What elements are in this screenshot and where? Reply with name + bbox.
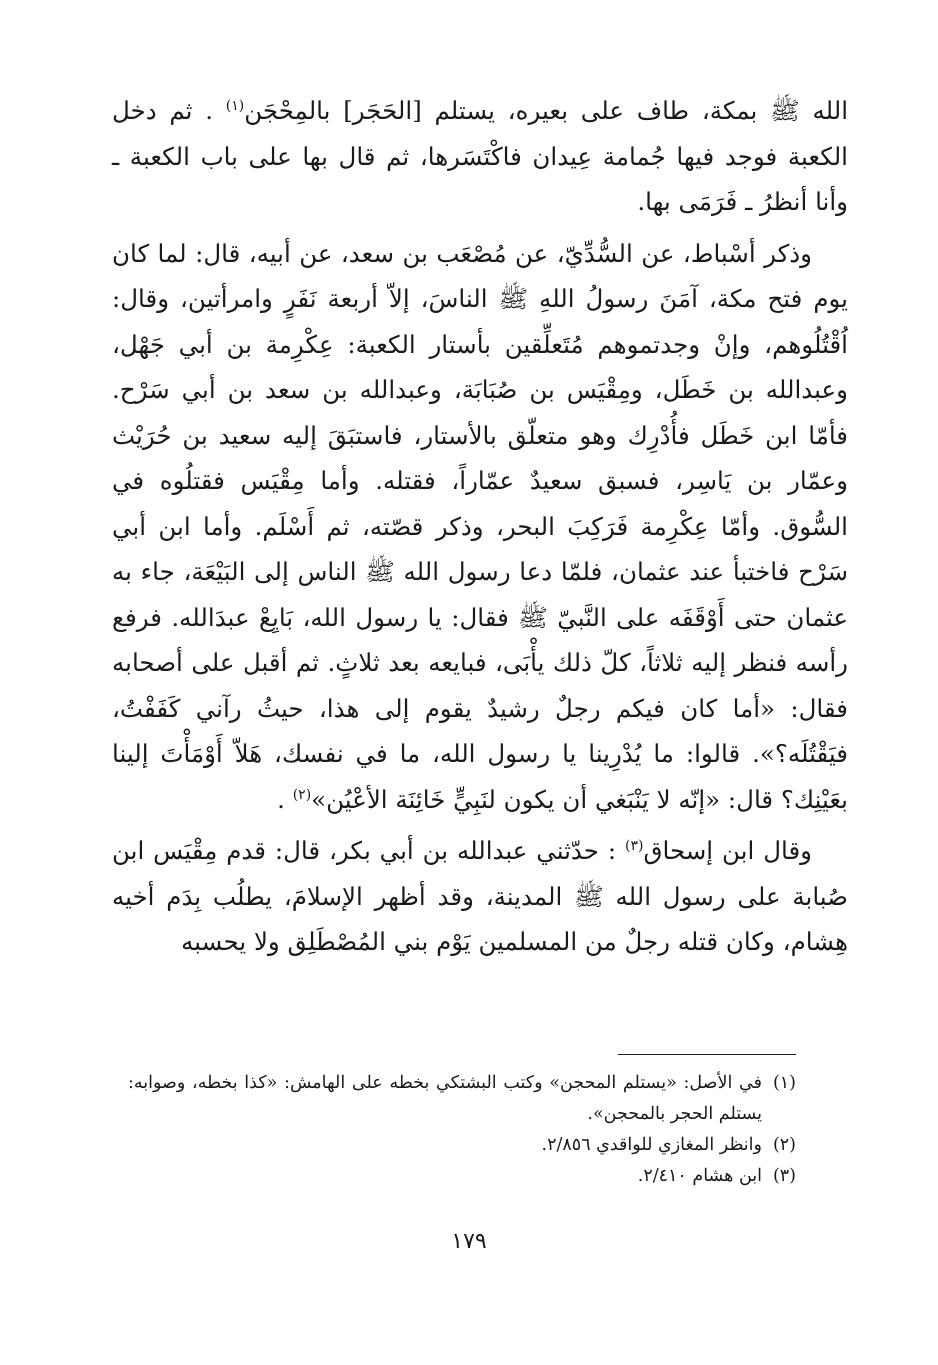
- footnote-3: [128, 1161, 796, 1192]
- paragraph-3-text: : حدّثني عبدالله بن أبي بكر، قال: قدم مِقْيَس ابن صُبابة على رسول الله ﷺ المدينة، وقد أظهر الإسلامَ، يطلُب بِدَم أخيه هِشام، وكان قتله رجلٌ من المسلمين يَوْم بني المُصْطَلِق ولا يحسبه: [112, 836, 848, 956]
- paragraph-3: [112, 828, 848, 965]
- paragraph-3-head: وقال ابن إسحاق: [643, 836, 813, 865]
- footnote-ref-2[interactable]: (٢): [292, 786, 312, 803]
- paragraph-1: [112, 88, 848, 225]
- footnote-number: (١): [772, 1073, 796, 1093]
- footnote-ref-1[interactable]: (١): [225, 97, 245, 114]
- footnote-ref-3[interactable]: (٣): [625, 837, 644, 854]
- footnote-number: (٣): [772, 1166, 796, 1186]
- paragraph-1-text: الله ﷺ بمكة، طاف على بعيره، يستلم [الحَجَر] بالمِحْجَن: [244, 96, 848, 125]
- paragraph-1-tail: . ثم دخل الكعبة فوجد فيها جُمامة عِيدان فاكْتَسَرها، ثم قال بها على باب الكعبة ـ وأنا أنظرُ ـ فَرَمَى بها.: [112, 96, 848, 216]
- footnote-text: في الأصل: «يستلم المحجن» وكتب البشتكي بخطه على الهامش: «كذا بخطه، وصوابه: يستلم الحجر بالمحجن».: [128, 1073, 762, 1124]
- footnote-text: وانظر المغازي للواقدي ٢/٨٥٦.: [541, 1135, 762, 1155]
- page-number: ١٧٩: [451, 1229, 487, 1254]
- paragraph-2: [112, 231, 848, 823]
- footnote-number: (٢): [772, 1135, 796, 1155]
- footnote-1: [128, 1068, 796, 1130]
- footnote-text: ابن هشام ٢/٤١٠.: [637, 1166, 762, 1186]
- paragraph-2-tail: .: [277, 784, 293, 814]
- paragraph-2-text: وذكر أسْباط، عن السُّدِّيّ، عن مُصْعَب بن سعد، عن أبيه، قال: لما كان يوم فتح مكة، آمَنَ رسولُ اللهِ ﷺ الناسَ، إلاّ أربعة نَفَرٍ وامرأتين، وقال: اُقْتُلُوهم، وإنْ وجدتموهم مُتَعلِّقين بأستار الكعبة: عِكْرِمة بن أبي جَهْل، وعبدالله بن خَطَل، ومِقْيَس بن صُبَابَة، وعبدالله بن سعد بن أبي سَرْح. فأمّا ابن خَطَل فأُدْرِك وهو متعلّق بالأستار، فاستبَقَ إليه سعيد بن حُرَيْث وعمّار بن يَاسِر، فسبق سعيدٌ عمّاراً، فقتله. وأما مِقْيَس فقتلُوه في السُّوق. وأمّا عِكْرِمة فَرَكِبَ البحر، وذكر قصّته، ثم أَسْلَم. وأما ابن أبي سَرْح فاختبأ عند عثمان، فلمّا دعا رسول الله ﷺ الناس إلى البَيْعَة، جاء به عثمان حتى أَوْقَفَه على النَّبيّ ﷺ فقال: يا رسول الله، بَايِعْ عبدَالله. فرفع رأسه فنظر إليه ثلاثاً، كلّ ذلك يأْبَى، فبايعه بعد ثلاثٍ. ثم أقبل على أصحابه فقال: «أما كان فيكم رجلٌ رشيدٌ يقوم إلى هذا، حيثُ رآني كَفَفْتُ، فيَقْتُلَه؟». قالوا: ما يُدْرِينا يا رسول الله، ما في نفسك، هَلاّ أَوْمَأْتَ إلينا بعَيْنِك؟ قال: «إنّه لا يَنْبَغي أن يكون لنَبِيٍّ خَائِنَة الأعْيُن»: [112, 238, 848, 814]
- footnotes: [128, 1068, 796, 1192]
- footnote-2: [128, 1130, 796, 1161]
- main-text: [112, 88, 848, 965]
- footnote-divider: [618, 1054, 796, 1055]
